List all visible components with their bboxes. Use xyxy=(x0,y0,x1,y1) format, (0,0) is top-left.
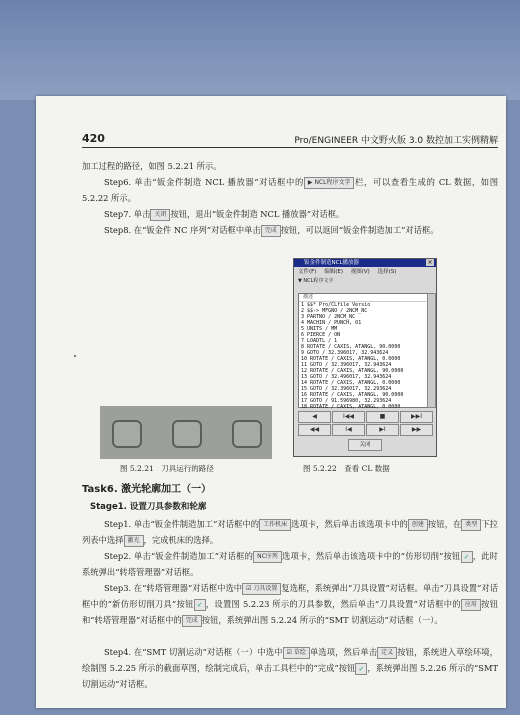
cl-row[interactable]: 16 ROTATE / CAXIS, ATANGL, 90.0000 xyxy=(301,392,404,398)
type-dropdown-image: 类型 xyxy=(461,519,481,531)
cl-row[interactable]: 15 GOTO / 32.396017, 32.293624 xyxy=(301,386,392,392)
step1-paragraph: Step1. 单击“钣金件制造加工”对话框中的 工作机床 选项卡，然后单击该选项卡中的 创建 按钮，在 类型 下拉列表中选择 激光 ，完成机床的选择。 xyxy=(82,519,498,545)
figure-caption-left: 图 5.2.21 刀具运行的路径 xyxy=(120,464,214,473)
cl-row[interactable]: 17 GOTO / 91.596980, 32.293624 xyxy=(301,398,392,404)
cut-hole-2 xyxy=(172,420,202,448)
dialog-title-bar: 钣金件制造NCL播放器 × xyxy=(294,259,436,267)
tool-path-figure xyxy=(100,406,272,459)
cl-row[interactable]: 13 GOTO / 32.496017, 32.943624 xyxy=(301,374,392,380)
scan-background xyxy=(0,0,520,100)
ncl-text-section-toggle[interactable]: ▼ NCL程序文字 xyxy=(298,278,334,284)
close-button-image: 关闭 xyxy=(150,209,170,221)
cl-row[interactable]: 14 ROTATE / CAXIS, ATANGL, 0.0000 xyxy=(301,380,401,386)
menu-view[interactable]: 视图(V) xyxy=(350,269,370,275)
dialog-close-button[interactable]: 关闭 xyxy=(348,439,382,451)
ncl-text-button-image: ▶ NCL程序文字 xyxy=(304,177,355,189)
ncl-player-dialog xyxy=(293,258,437,457)
cl-row[interactable]: 9 GOTO / 32.396017, 32.943624 xyxy=(301,350,389,356)
rewind-button[interactable]: I◀◀ xyxy=(332,411,365,423)
menu-select[interactable]: 选择(S) xyxy=(377,269,397,275)
close-icon[interactable]: × xyxy=(427,259,433,266)
sketch-radio-image: ☑ 草绘 xyxy=(283,647,310,659)
cl-data-list[interactable] xyxy=(298,293,428,408)
cl-row[interactable]: 10 ROTATE / CAXIS, ATANGL, 0.0000 xyxy=(301,356,401,362)
fast-forward-end-button[interactable]: ▶▶I xyxy=(400,411,433,423)
machine-tab-image: 工作机床 xyxy=(259,519,291,531)
cl-row[interactable]: 5 UNITS / MM xyxy=(301,326,338,332)
done-button-image: 完成 xyxy=(182,615,202,627)
check-icon: ✓ xyxy=(194,599,206,611)
page-number: 420 xyxy=(82,132,105,145)
create-button-image: 创建 xyxy=(408,519,428,531)
running-title: Pro/ENGINEER 中文野火版 3.0 数控加工实例精解 xyxy=(294,136,498,146)
page-header xyxy=(82,132,498,148)
cl-row[interactable]: 12 ROTATE / CAXIS, ATANGL, 90.0000 xyxy=(301,368,404,374)
check-icon: ✓ xyxy=(461,551,473,563)
figure-caption-right: 图 5.2.22 查看 CL 数据 xyxy=(303,464,390,473)
cl-row[interactable]: 6 PIERCE / ON xyxy=(301,332,341,338)
step-back-button[interactable]: ◀ xyxy=(298,411,331,423)
cut-hole-1 xyxy=(112,420,142,448)
cl-row[interactable]: 18 ROTATE / CAXIS, ATANGL, 0.0000 xyxy=(301,404,401,410)
done-button-image: 完成 xyxy=(261,225,281,237)
step2-paragraph: Step2. 单击“钣金件制造加工”对话框的 NC序列 选项卡，然后单击该选项卡中的“仿形切削”按钮 ✓ ，此时系统弹出“转塔管理器”对话框。 xyxy=(82,551,498,577)
cut-hole-3 xyxy=(232,420,262,448)
stop-button[interactable]: ■ xyxy=(366,411,399,423)
define-button-image: 定义 xyxy=(377,647,397,659)
cl-row[interactable]: 3 PARTNO / 2NCM_NC xyxy=(301,314,356,320)
cl-row[interactable]: 1 $$* Pro/CLfile Versio xyxy=(301,302,371,308)
go-start-button[interactable]: I◀ xyxy=(332,424,365,436)
fast-forward-button[interactable]: ▶▶ xyxy=(400,424,433,436)
cl-row[interactable]: 2 $$-> MFGNO / 2NCM_NC xyxy=(301,308,368,314)
step6-paragraph: Step6. 单击“钣金件制造 NCL 播放器”对话框中的 ▶ NCL程序文字 栏，可以查看生成的 CL 数据，如图 5.2.22 所示。 xyxy=(82,177,498,203)
task-heading: Task6. 激光轮廓加工（一） xyxy=(82,484,212,495)
book-page xyxy=(36,96,506,708)
cl-row[interactable]: 7 LOADTL / 1 xyxy=(301,338,338,344)
step8-paragraph: Step8. 在“钣金件 NC 序列”对话框中单击 完成 按钮，可以返回“钣金件制造加工”对话框。 xyxy=(104,225,439,235)
tool-setup-checkbox-image: ☑ 刀具设置 xyxy=(242,583,281,595)
cl-row[interactable]: 11 GOTO / 32.396017, 32.943624 xyxy=(301,362,392,368)
playback-controls-row2 xyxy=(298,424,432,434)
list-header: 描述 xyxy=(299,294,427,302)
check-icon: ✓ xyxy=(355,663,367,675)
menu-edit[interactable]: 编辑(E) xyxy=(324,269,343,275)
header-rule xyxy=(82,147,498,148)
stage-heading: Stage1. 设置刀具参数和轮廓 xyxy=(90,502,207,512)
cl-row[interactable]: 8 ROTATE / CAXIS, ATANGL, 90.0000 xyxy=(301,344,401,350)
step4-paragraph: Step4. 在“SMT 切割运动”对话框（一）中选中 ☑ 草绘 单选项，然后单击 定义 按钮，系统进入草绘环境，绘制图 5.2.25 所示的截面草图，绘制完成后，单击工具栏中的“完成”按钮 ✓ ，系统弹出图 5.2.26 所示的“SMT 切割运动”对话框。 xyxy=(82,647,499,689)
paragraph-path: 加工过程的路径，如图 5.2.21 所示。 xyxy=(82,161,222,171)
laser-option-image: 激光 xyxy=(124,535,144,547)
go-end-button[interactable]: ▶I xyxy=(366,424,399,436)
scan-speck xyxy=(74,355,76,357)
playback-controls-row1 xyxy=(298,411,432,421)
step7-paragraph: Step7. 单击 关闭 按钮，退出“钣金件制造 NCL 播放器”对话框。 xyxy=(104,209,345,219)
fast-back-button[interactable]: ◀◀ xyxy=(298,424,331,436)
list-scrollbar[interactable] xyxy=(427,293,436,408)
cl-row[interactable]: 4 MACHIN / PUNCH, 01 xyxy=(301,320,362,326)
step3-paragraph: Step3. 在“转塔管理器”对话框中选中 ☑ 刀具设置 复选框，系统弹出“刀具设置”对话框。单击“刀具设置”对话框中的“新仿形切削刀具”按钮 ✓ ，设置图 5.2.23 所示的刀具参数，然后单击“刀具设置”对话框中的 应用 按钮和“转塔管理器”对话框中的 完成 按钮，系统弹出图 5.2.24 所示的“SMT 切割运动”对话框（一）。 xyxy=(82,583,498,625)
apply-button-image: 应用 xyxy=(461,599,481,611)
nc-sequence-tab-image: NC序列 xyxy=(253,551,282,563)
menu-file[interactable]: 文件(F) xyxy=(298,269,317,275)
dialog-menu-bar xyxy=(294,267,436,277)
